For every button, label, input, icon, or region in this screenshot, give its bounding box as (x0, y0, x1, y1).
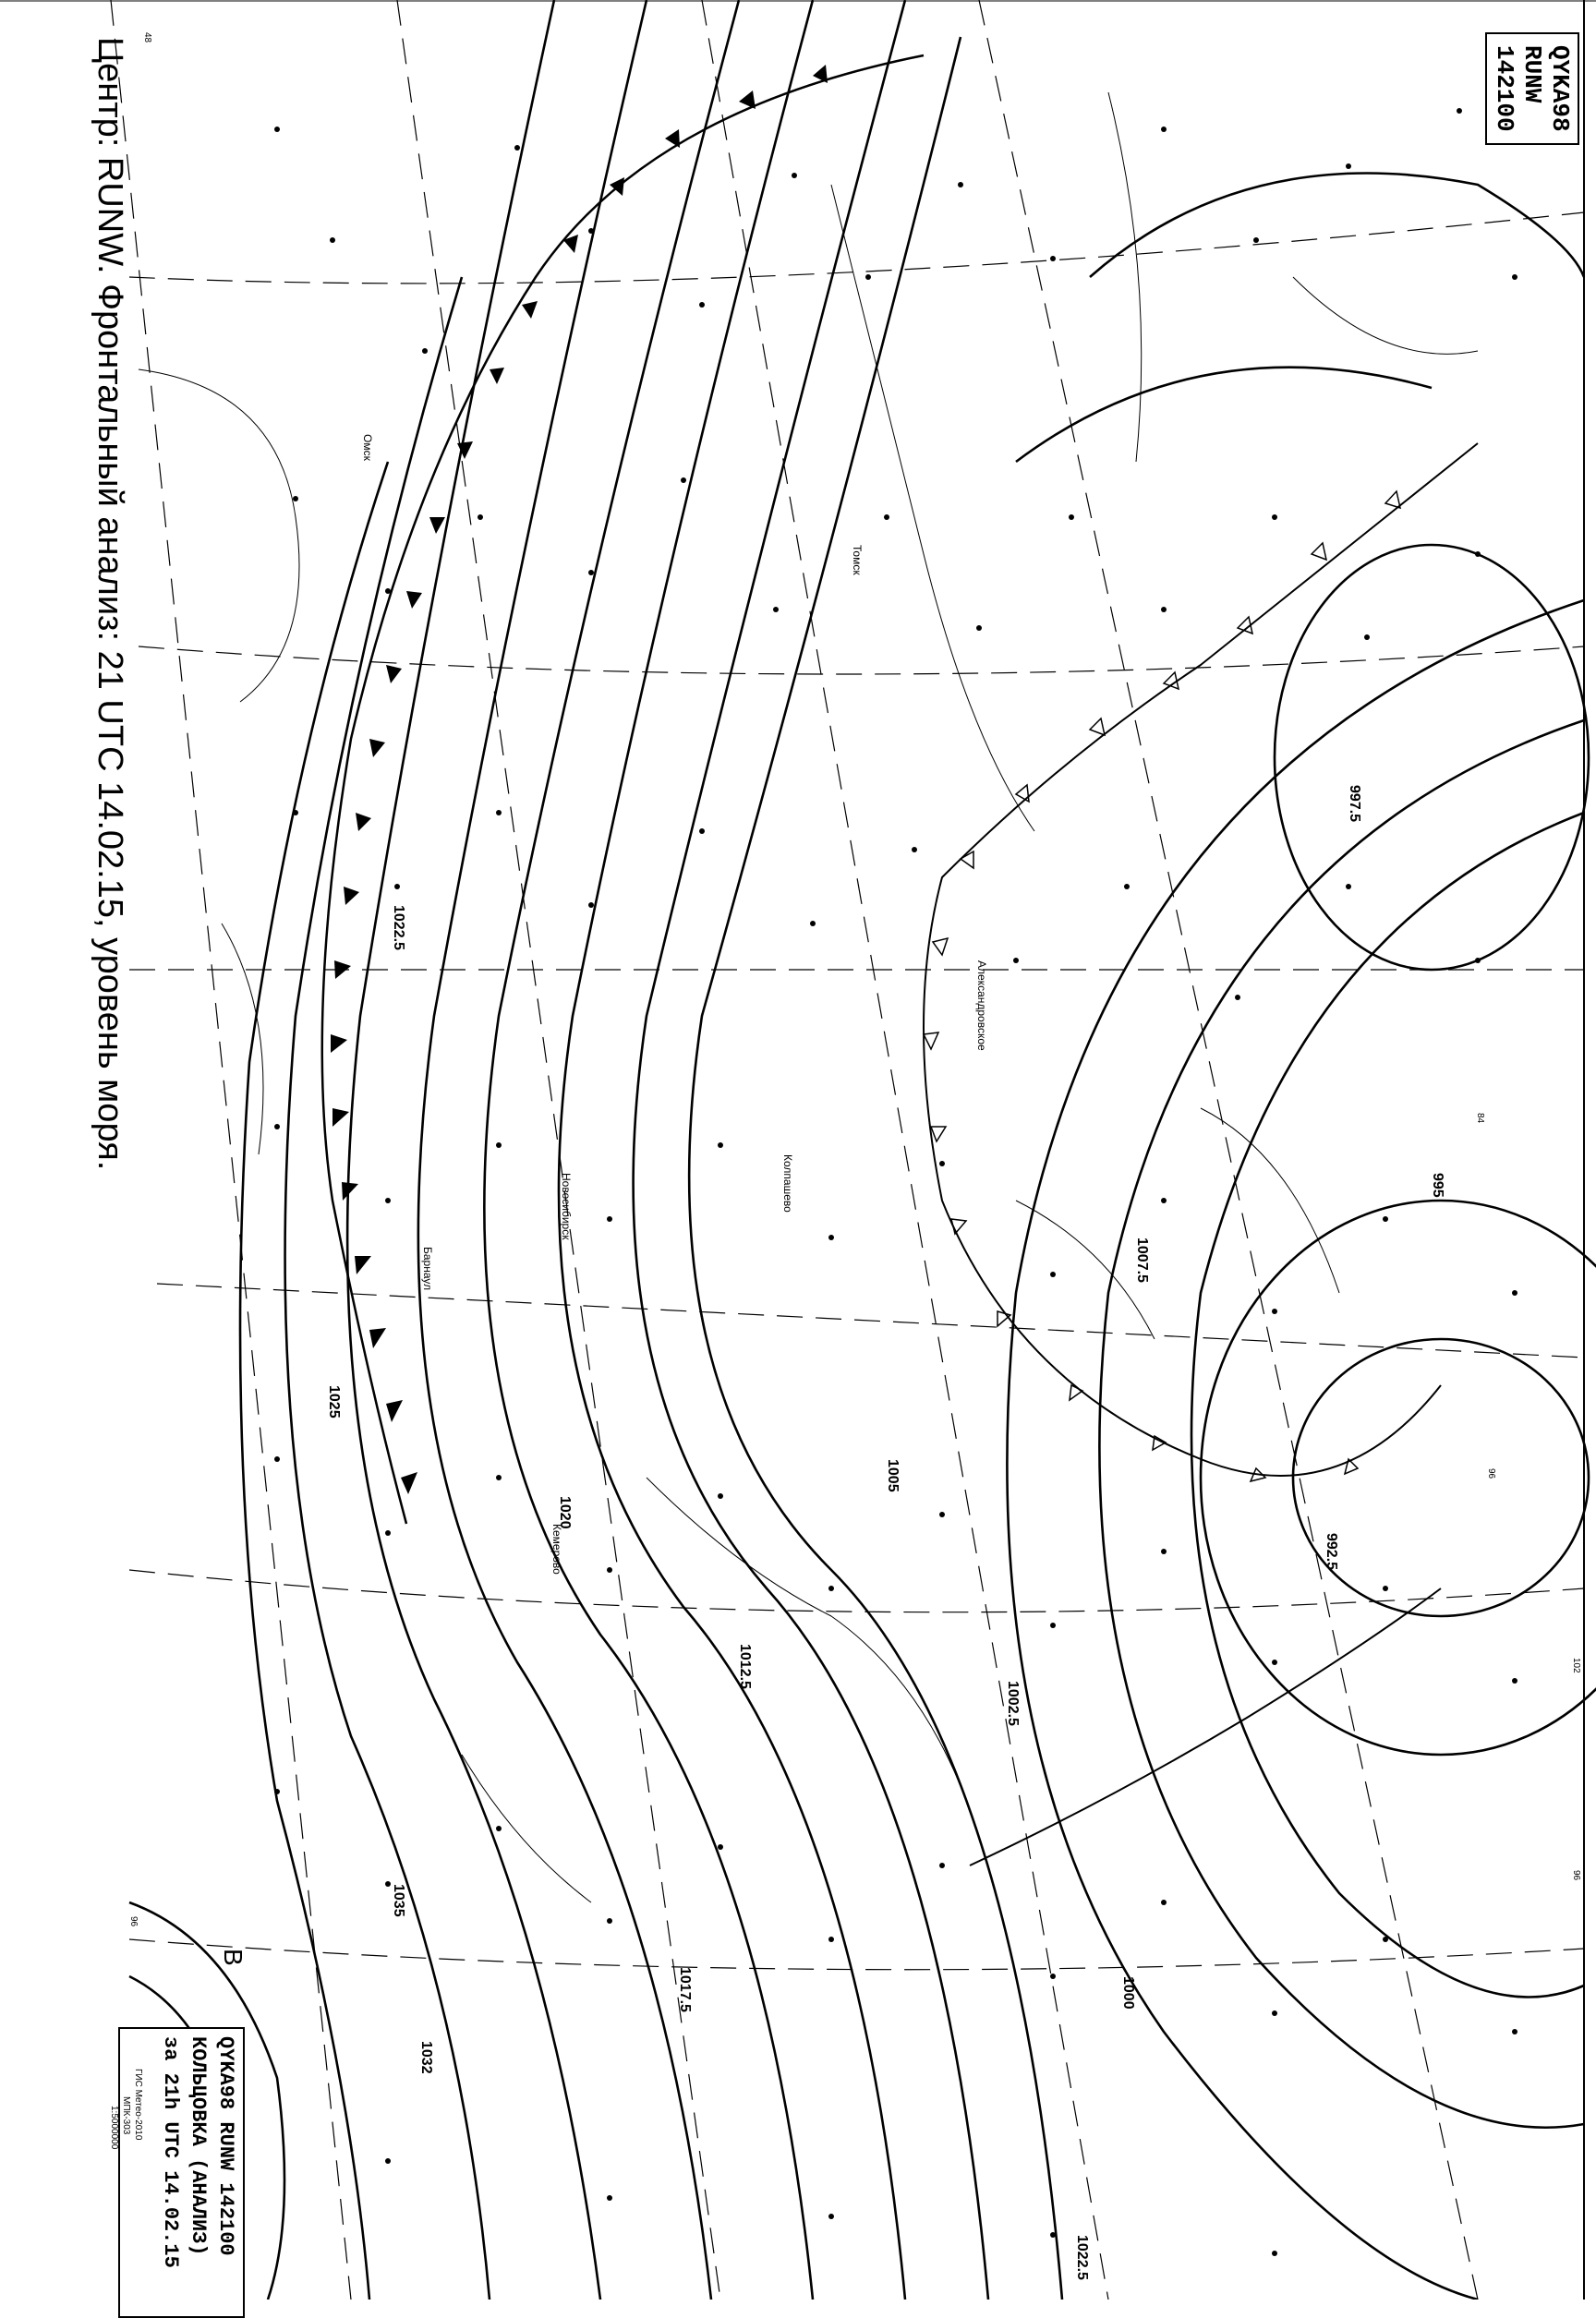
isobar-label: 1035 (391, 1884, 406, 1917)
isobar-label: 1002.5 (1005, 1681, 1021, 1726)
header-code-box: QYKA98 RUNW 142100 (1485, 32, 1579, 145)
info-line-5: МПК-303 (121, 2096, 131, 2135)
place-name: Омск (361, 434, 374, 461)
map-title: Центр: RUNW. Фронтальный анализ: 21 UTC 14.02.15, уровень моря. (91, 37, 129, 1171)
place-name: Александровское (975, 960, 988, 1051)
grid-number: 96 (1571, 1870, 1581, 1881)
isobar-label: 997.5 (1347, 785, 1362, 823)
info-line-2: КОЛЬЦОВКА (АНАЛИЗ) (187, 2036, 210, 2256)
isobar-label: 1022.5 (1074, 2235, 1090, 2280)
grid-number: 96 (128, 1916, 139, 1927)
isobar-label: 1017.5 (677, 1967, 693, 2012)
place-name: Барнаул (421, 1247, 434, 1291)
isobar-label: 1005 (885, 1459, 901, 1492)
info-line-3: за 21h UTC 14.02.15 (159, 2036, 182, 2268)
info-line-4: ГИС Метео-2010 (133, 2069, 143, 2141)
grid-number: 48 (142, 32, 152, 43)
isobar-label: 1012.5 (737, 1644, 753, 1689)
grid-number: 102 (1571, 1658, 1581, 1673)
isobar-label: 1022.5 (391, 905, 406, 950)
place-name: Колпашево (781, 1154, 794, 1213)
isobar-label: 1025 (326, 1385, 342, 1419)
grid-number: 84 (1475, 1113, 1485, 1124)
isobar-label: 992.5 (1324, 1533, 1339, 1571)
place-name: Томск (851, 545, 864, 575)
isobar-label: 1032 (418, 2041, 434, 2074)
place-name: Новосибирск (560, 1173, 573, 1240)
place-name: Кемерово (550, 1524, 563, 1575)
isobar-label: 1020 (557, 1496, 573, 1529)
isobar-label: 995 (1430, 1173, 1445, 1198)
isobar-label: 1000 (1120, 1976, 1136, 2010)
grid-number: 96 (1486, 1468, 1496, 1479)
isobar-label: 1007.5 (1134, 1237, 1150, 1283)
info-line-1: QYKA98 RUNW 142100 (214, 2036, 237, 2256)
high-pressure-marker: B (219, 1949, 248, 1966)
info-line-6: 1:5000000 (109, 2106, 119, 2150)
